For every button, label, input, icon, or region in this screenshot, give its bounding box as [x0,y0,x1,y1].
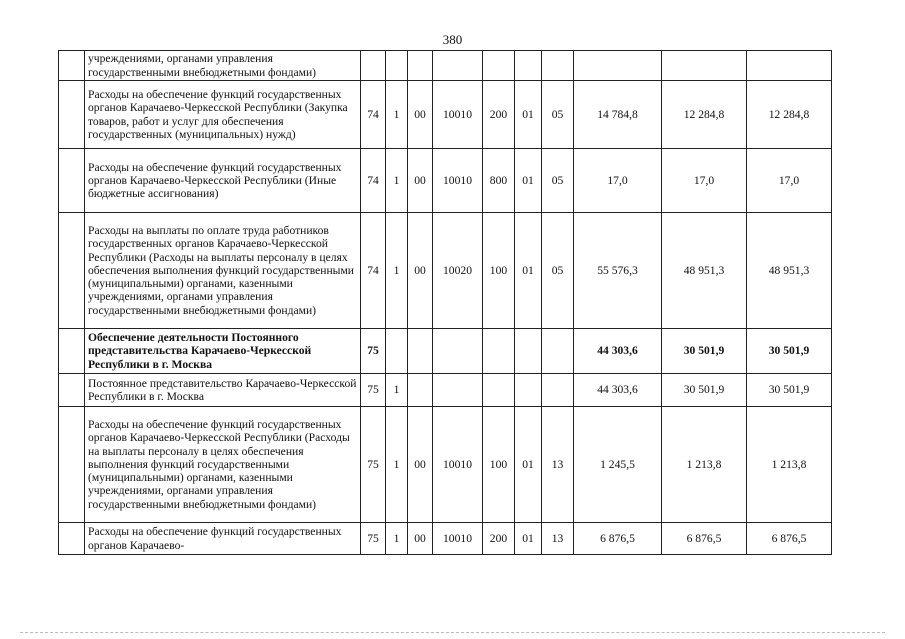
ministry-code-cell: 74 [361,149,386,213]
amount-year-3-cell: 30 501,9 [747,374,832,407]
chapter-code-cell: 01 [515,149,542,213]
item-name-cell: Расходы на обеспечение функций государственных органов Карачаево-Черкесской Республики (Закупка товаров, работ и услуг для обеспечения государственных (муниципальных) нужд) [85,81,361,149]
amount-year-3-cell [747,51,832,81]
page-number: 380 [442,32,463,47]
section-code-cell: 1 [386,407,408,523]
amount-year-1-cell: 17,0 [574,149,662,213]
item-name-cell: Обеспечение деятельности Постоянного представительства Карачаево-Черкесской Республики в г. Москва [85,329,361,374]
amount-year-2-cell: 30 501,9 [662,374,747,407]
amount-year-3-cell: 30 501,9 [747,329,832,374]
expense-code-cell [433,51,483,81]
amount-year-3-cell: 48 951,3 [747,213,832,329]
budget-table [58,50,832,555]
expense-code-cell: 10010 [433,149,483,213]
amount-year-3-cell: 17,0 [747,149,832,213]
chapter-code-cell [515,51,542,81]
table-body [59,51,832,555]
expense-type-code-cell [483,51,515,81]
subsection-code-cell: 13 [542,407,574,523]
section-code-cell [386,329,408,374]
subsection-code-cell [542,374,574,407]
amount-year-3-cell: 1 213,8 [747,407,832,523]
subprogram-code-cell [408,329,433,374]
amount-year-1-cell: 6 876,5 [574,523,662,555]
subsection-code-cell: 13 [542,523,574,555]
table-row [59,213,832,329]
amount-year-3-cell: 6 876,5 [747,523,832,555]
subprogram-code-cell [408,374,433,407]
amount-year-2-cell [662,51,747,81]
table-row [59,81,832,149]
item-name-cell: Расходы на обеспечение функций государственных органов Карачаево-Черкесской Республики (Расходы на выплаты персоналу в целях обеспечения выполнения функций государственными (муниципальными) органами, казенными учреждениями, органами управления государственными внебюджетными фондами) [85,407,361,523]
section-code-cell: 1 [386,149,408,213]
subsection-code-cell: 05 [542,81,574,149]
chapter-code-cell: 01 [515,213,542,329]
chapter-code-cell: 01 [515,81,542,149]
ministry-code-cell: 75 [361,407,386,523]
table-row [59,374,832,407]
expense-type-code-cell [483,374,515,407]
indent-cell [59,407,85,523]
item-name-cell: Постоянное представительство Карачаево-Черкесской Республики в г. Москва [85,374,361,407]
amount-year-2-cell: 17,0 [662,149,747,213]
amount-year-1-cell: 44 303,6 [574,374,662,407]
subprogram-code-cell: 00 [408,81,433,149]
expense-type-code-cell: 800 [483,149,515,213]
expense-type-code-cell: 100 [483,213,515,329]
expense-type-code-cell: 100 [483,407,515,523]
table-row [59,523,832,555]
section-code-cell: 1 [386,523,408,555]
expense-code-cell: 10010 [433,81,483,149]
subsection-code-cell [542,329,574,374]
subsection-code-cell: 05 [542,149,574,213]
subprogram-code-cell: 00 [408,149,433,213]
amount-year-1-cell: 14 784,8 [574,81,662,149]
ministry-code-cell: 75 [361,374,386,407]
subsection-code-cell [542,51,574,81]
expense-code-cell: 10010 [433,407,483,523]
page-bottom-edge [20,632,885,633]
item-name-cell: учреждениями, органами управления государственными внебюджетными фондами) [85,51,361,81]
indent-cell [59,213,85,329]
item-name-cell: Расходы на обеспечение функций государственных органов Карачаево- [85,523,361,555]
amount-year-1-cell: 1 245,5 [574,407,662,523]
amount-year-1-cell: 55 576,3 [574,213,662,329]
chapter-code-cell [515,329,542,374]
indent-cell [59,329,85,374]
subprogram-code-cell: 00 [408,213,433,329]
chapter-code-cell [515,374,542,407]
table-row [59,407,832,523]
expense-code-cell [433,374,483,407]
section-code-cell: 1 [386,374,408,407]
expense-type-code-cell: 200 [483,81,515,149]
ministry-code-cell: 74 [361,81,386,149]
expense-code-cell: 10010 [433,523,483,555]
amount-year-2-cell: 1 213,8 [662,407,747,523]
amount-year-2-cell: 30 501,9 [662,329,747,374]
indent-cell [59,51,85,81]
ministry-code-cell: 74 [361,213,386,329]
item-name-cell: Расходы на выплаты по оплате труда работников государственных органов Карачаево-Черкесской Республики (Расходы на выплаты персоналу в целях обеспечения выполнения функций государственными (муниципальными) органами, казенными учреждениями, органами управления государственными внебюджетными фондами) [85,213,361,329]
section-code-cell: 1 [386,213,408,329]
indent-cell [59,149,85,213]
section-code-cell: 1 [386,81,408,149]
indent-cell [59,523,85,555]
amount-year-2-cell: 12 284,8 [662,81,747,149]
ministry-code-cell: 75 [361,329,386,374]
amount-year-1-cell [574,51,662,81]
subprogram-code-cell: 00 [408,407,433,523]
table-row [59,149,832,213]
item-name-cell: Расходы на обеспечение функций государственных органов Карачаево-Черкесской Республики (Иные бюджетные ассигнования) [85,149,361,213]
ministry-code-cell [361,51,386,81]
chapter-code-cell: 01 [515,407,542,523]
indent-cell [59,81,85,149]
chapter-code-cell: 01 [515,523,542,555]
amount-year-2-cell: 6 876,5 [662,523,747,555]
amount-year-2-cell: 48 951,3 [662,213,747,329]
amount-year-1-cell: 44 303,6 [574,329,662,374]
expense-code-cell [433,329,483,374]
indent-cell [59,374,85,407]
subprogram-code-cell [408,51,433,81]
subprogram-code-cell: 00 [408,523,433,555]
subsection-code-cell: 05 [542,213,574,329]
expense-code-cell: 10020 [433,213,483,329]
table-row [59,51,832,81]
amount-year-3-cell: 12 284,8 [747,81,832,149]
table-row [59,329,832,374]
expense-type-code-cell [483,329,515,374]
section-code-cell [386,51,408,81]
ministry-code-cell: 75 [361,523,386,555]
expense-type-code-cell: 200 [483,523,515,555]
